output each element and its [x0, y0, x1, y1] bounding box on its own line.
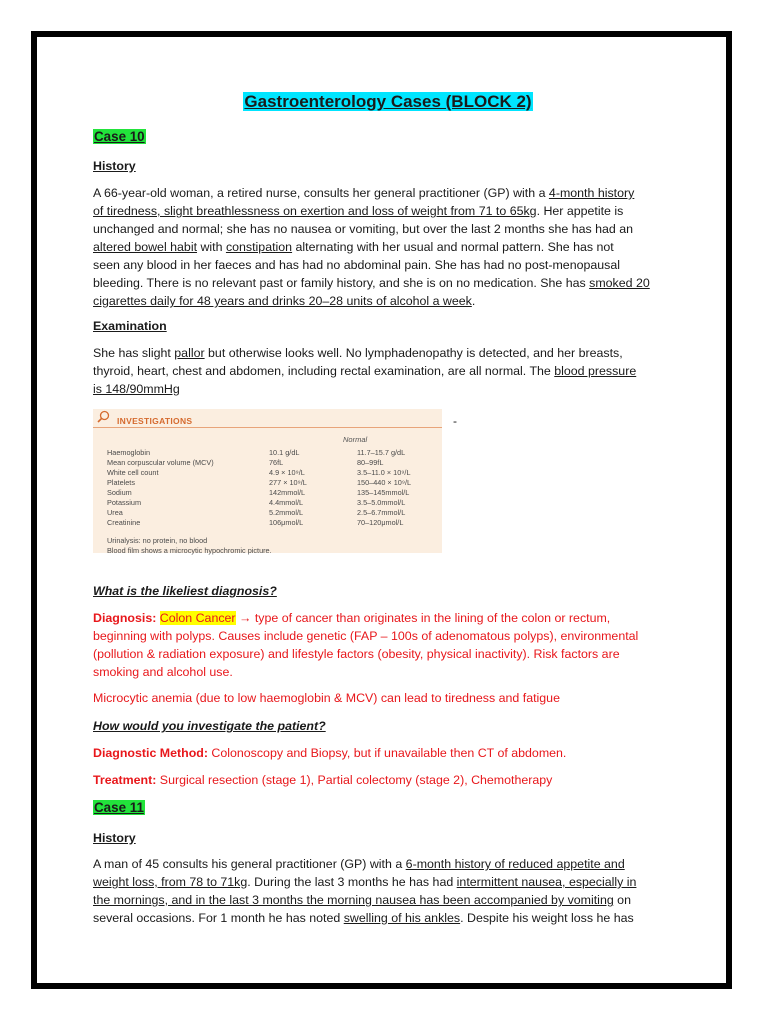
- text-line: cigarettes daily for 48 years and drinks 20–28 units of alcohol a week.: [93, 294, 476, 308]
- text-line: weight loss, from 78 to 71kg. During the last 3 months he has had intermittent nausea, especially in: [93, 875, 637, 889]
- case-10-examination-heading: Examination: [93, 319, 167, 333]
- case-11-label: Case 11: [94, 800, 144, 815]
- investigation-row: [107, 444, 437, 457]
- stray-dash: -: [453, 414, 457, 428]
- test-value: 277 × 10⁹/L: [269, 478, 307, 487]
- normal-range: 3.5–5.0mmol/L: [357, 498, 406, 507]
- normal-range: 150–440 × 10⁹/L: [357, 478, 412, 487]
- text-line: She has slight pallor but otherwise looks well. No lymphadenopathy is detected, and her breasts,: [93, 346, 623, 360]
- case-11-history-heading: History: [93, 831, 136, 845]
- text-line: bleeding. There is no relevant past or family history, and she is on no medication. She has smoked 20: [93, 276, 650, 290]
- investigation-row: [107, 484, 437, 497]
- diagnosis-value: Colon Cancer: [159, 611, 236, 625]
- test-name: White cell count: [107, 468, 159, 477]
- investigation-row: [107, 504, 437, 517]
- investigation-row: [107, 514, 437, 527]
- case-10-examination-text: [93, 344, 683, 398]
- text-line: several occasions. For 1 month he has noted swelling of his ankles. Despite his weight loss he has: [93, 911, 634, 925]
- investigations-header: [93, 409, 442, 428]
- text-line: thyroid, heart, chest and abdomen, including rectal examination, are all normal. The blood pressure: [93, 364, 637, 378]
- investigation-row: [107, 494, 437, 507]
- investigation-row: [107, 454, 437, 467]
- urinalysis-note: Urinalysis: no protein, no blood: [107, 536, 208, 545]
- treatment: Treatment: Surgical resection (stage 1), Partial colectomy (stage 2), Chemotherapy: [93, 773, 553, 787]
- normal-range: 3.5–11.0 × 10⁹/L: [357, 468, 411, 477]
- test-name: Urea: [107, 508, 123, 517]
- investigations-table: [93, 409, 442, 553]
- anemia-note: Microcytic anemia (due to low haemoglobin & MCV) can lead to tiredness and fatigue: [93, 691, 560, 705]
- text-line: is 148/90mmHg: [93, 382, 180, 396]
- diagnosis-label: Diagnosis:: [93, 611, 157, 625]
- test-value: 4.9 × 10⁹/L: [269, 468, 305, 477]
- page-title: Gastroenterology Cases (BLOCK 2): [244, 92, 532, 111]
- test-value: 76fL: [269, 458, 284, 467]
- diagnosis-text: Diagnosis: Colon Cancer → type of cancer than originates in the lining of the colon or rectum, beginning with polyps. Causes include genetic (FAP – 100s of adenomatous polyps), environmental (pollution & radiation exposure) and lifestyle factors (obesity, physical inactivity). Risk factors are smoking and alcohol use.: [93, 611, 639, 679]
- text-line: unchanged and normal; she has no nausea or vomiting, but over the last 2 months she has had an: [93, 222, 634, 236]
- normal-range: 11.7–15.7 g/dL: [357, 448, 406, 457]
- test-name: Haemoglobin: [107, 448, 150, 457]
- normal-range: 70–120μmol/L: [357, 518, 404, 527]
- test-value: 5.2mmol/L: [269, 508, 304, 517]
- document-page: [31, 31, 732, 989]
- text-line: altered bowel habit with constipation alternating with her usual and normal pattern. She has not: [93, 240, 614, 254]
- test-name: Potassium: [107, 498, 142, 507]
- blood-film-note: Blood film shows a microcytic hypochromic picture.: [107, 546, 272, 555]
- investigation-row: [107, 474, 437, 487]
- normal-range: 135–145mmol/L: [357, 488, 410, 497]
- normal-range: 2.5–6.7mmol/L: [357, 508, 406, 517]
- test-name: Platelets: [107, 478, 135, 487]
- case-10-history-text: [93, 184, 683, 310]
- test-name: Creatinine: [107, 518, 141, 527]
- question-diagnosis: What is the likeliest diagnosis?: [93, 584, 277, 598]
- case-10-history-heading: History: [93, 159, 136, 173]
- investigation-row: [107, 464, 437, 477]
- text-line: A man of 45 consults his general practitioner (GP) with a 6-month history of reduced appetite and: [93, 857, 625, 871]
- text-line: of tiredness, slight breathlessness on exertion and loss of weight from 71 to 65kg. Her appetite is: [93, 204, 624, 218]
- diagnostic-method: Diagnostic Method: Colonoscopy and Biopsy, but if unavailable then CT of abdomen.: [93, 746, 567, 760]
- test-name: Sodium: [107, 488, 132, 497]
- case-10-label: Case 10: [94, 129, 145, 144]
- text-line: A 66-year-old woman, a retired nurse, consults her general practitioner (GP) with a 4-month history: [93, 186, 635, 200]
- test-value: 106μmol/L: [269, 518, 304, 527]
- text-line: the mornings, and in the last 3 months the morning nausea has been accompanied by vomiting on: [93, 893, 631, 907]
- magnifier-icon: [97, 410, 110, 423]
- test-name: Mean corpuscular volume (MCV): [107, 458, 214, 467]
- text-line: seen any blood in her faeces and has had no abdominal pain. She has had no post-menopausal: [93, 258, 620, 272]
- test-value: 142mmol/L: [269, 488, 306, 497]
- case-11-history-text: [93, 855, 683, 927]
- normal-range: 80–99fL: [357, 458, 384, 467]
- investigations-title: INVESTIGATIONS: [117, 416, 193, 426]
- question-investigate: How would you investigate the patient?: [93, 719, 326, 733]
- test-value: 4.4mmol/L: [269, 498, 304, 507]
- normal-range-header: Normal: [343, 435, 368, 444]
- test-value: 10.1 g/dL: [269, 448, 300, 457]
